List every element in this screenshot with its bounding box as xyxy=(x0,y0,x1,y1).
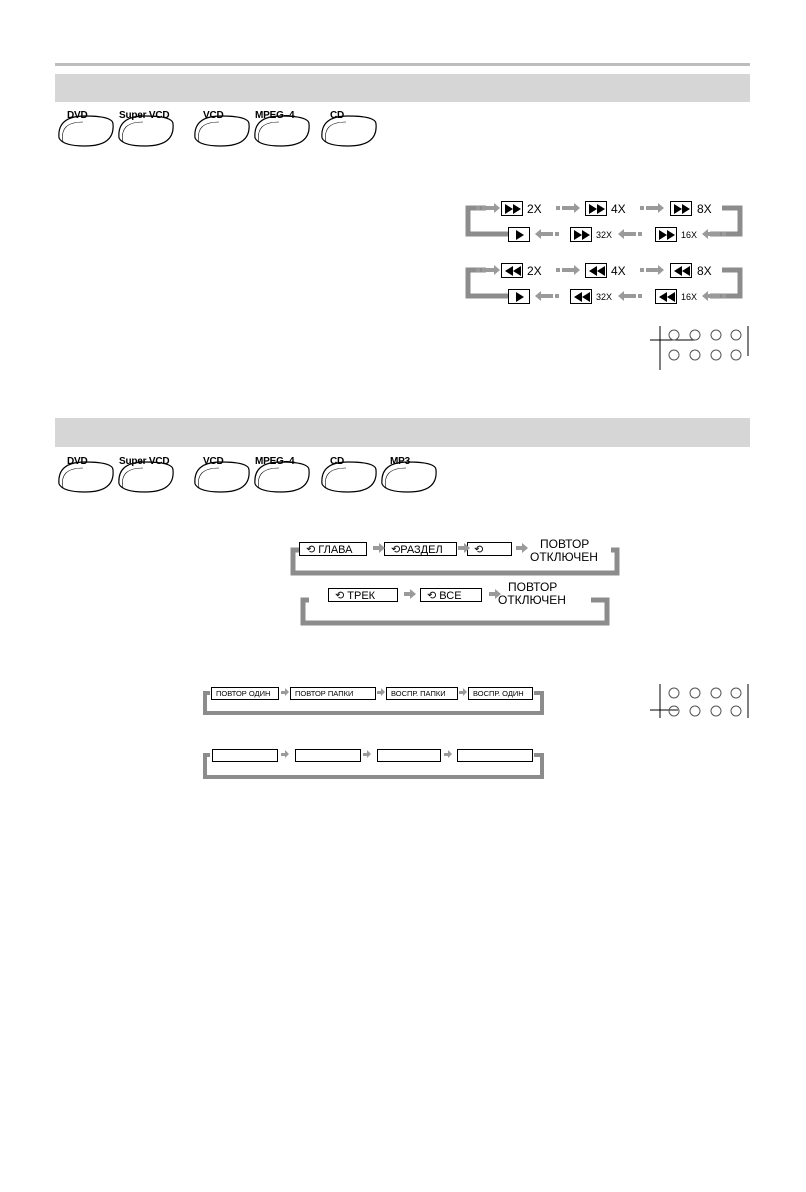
rev-speed-8x: 8X xyxy=(697,264,712,278)
repeat-title-box: ⟲РАЗДЕЛ xyxy=(384,542,457,556)
repeat-mp3-item-3: ВОСПР. ПАПКИ xyxy=(386,687,458,700)
sequence-arrow-icon xyxy=(535,291,559,301)
disc-badge-label: CD xyxy=(330,110,345,121)
repeat-disc-icon: ⟲ xyxy=(427,590,440,602)
fwd-speed-32x: 32X xyxy=(596,230,613,240)
repeat-chapter-box: ⟲ ГЛАВА xyxy=(299,542,367,556)
disc-badge-label: Super VCD xyxy=(119,456,170,467)
sequence-arrow-icon xyxy=(476,265,500,275)
disc-badge-label: VCD xyxy=(203,456,224,467)
disc-badge-mpeg-4 xyxy=(251,456,311,492)
repeat-disc-icon: ⟲ xyxy=(391,544,401,556)
fwd-speed-8x: 8X xyxy=(697,202,712,216)
sequence-arrow-icon xyxy=(702,291,726,301)
disc-badge-vcd xyxy=(191,110,251,146)
disc-badge-cd xyxy=(318,110,378,146)
rev-speed-2x: 2X xyxy=(527,264,542,278)
repeat-mp3-item-4: ВОСПР. ОДИН xyxy=(468,687,533,700)
repeat-arrows xyxy=(360,540,540,610)
rev-speed-16x: 16X xyxy=(681,292,698,302)
repeat-dvd-off: ПОВТОР ОТКЛЮЧЕН xyxy=(530,537,598,564)
section-bar-repeat xyxy=(55,418,750,447)
fwd-speed-4x: 4X xyxy=(611,202,626,216)
fwd-speed-16x: 16X xyxy=(681,230,698,240)
sequence-arrow-icon xyxy=(640,203,664,213)
disc-badge-label: DVD xyxy=(67,110,88,121)
repeat-track-box: ⟲ ТРЕК xyxy=(328,588,398,602)
rev-speed-32x: 32X xyxy=(596,292,613,302)
repeat-mp3-item-2: ПОВТОР ПАПКИ xyxy=(290,687,376,700)
sequence-arrow-icon xyxy=(618,291,642,301)
disc-badge-label: CD xyxy=(330,456,345,467)
remote-buttons-diagram xyxy=(650,326,750,366)
repeat-disc-icon: ⟲ xyxy=(306,544,319,556)
repeat-disc-icon: ⟲ xyxy=(335,590,348,602)
mp3-arrows xyxy=(278,686,468,761)
disc-badge-cd xyxy=(318,456,378,492)
sequence-arrow-icon xyxy=(618,229,642,239)
empty-sequence-box-1 xyxy=(212,749,278,762)
repeat-disc-icon: ⟲ xyxy=(474,544,484,556)
sequence-arrow-icon xyxy=(476,203,500,213)
disc-badge-dvd xyxy=(55,456,115,492)
rev-speed-4x: 4X xyxy=(611,264,626,278)
disc-badge-mp3 xyxy=(378,456,438,492)
empty-sequence-box-4 xyxy=(457,749,533,762)
disc-badge-vcd xyxy=(191,456,251,492)
top-rule xyxy=(55,63,750,66)
section-bar-scan xyxy=(55,74,750,102)
repeat-mp3-item-1: ПОВТОР ОДИН xyxy=(211,687,279,700)
disc-badge-label: VCD xyxy=(203,110,224,121)
sequence-arrow-icon xyxy=(556,265,580,275)
fwd-speed-2x: 2X xyxy=(527,202,542,216)
remote-buttons-diagram-2 xyxy=(650,684,750,724)
disc-badge-dvd xyxy=(55,110,115,146)
disc-badge-mpeg-4 xyxy=(251,110,311,146)
disc-badge-super-vcd xyxy=(115,110,175,146)
disc-badge-label: DVD xyxy=(67,456,88,467)
scan-arrows xyxy=(470,200,740,310)
disc-badge-super-vcd xyxy=(115,456,175,492)
sequence-arrow-icon xyxy=(640,265,664,275)
disc-badge-label: MP3 xyxy=(390,456,410,467)
disc-badge-label: Super VCD xyxy=(119,110,170,121)
repeat-all-cd-box: ⟲ ВСЕ xyxy=(420,588,482,602)
disc-badge-label: MPEG–4 xyxy=(255,456,295,467)
repeat-cd-off: ПОВТОР ОТКЛЮЧЕН xyxy=(498,580,566,607)
sequence-arrow-icon xyxy=(702,229,726,239)
sequence-arrow-icon xyxy=(556,203,580,213)
sequence-arrow-icon xyxy=(535,229,559,239)
disc-badge-label: MPEG–4 xyxy=(255,110,295,121)
